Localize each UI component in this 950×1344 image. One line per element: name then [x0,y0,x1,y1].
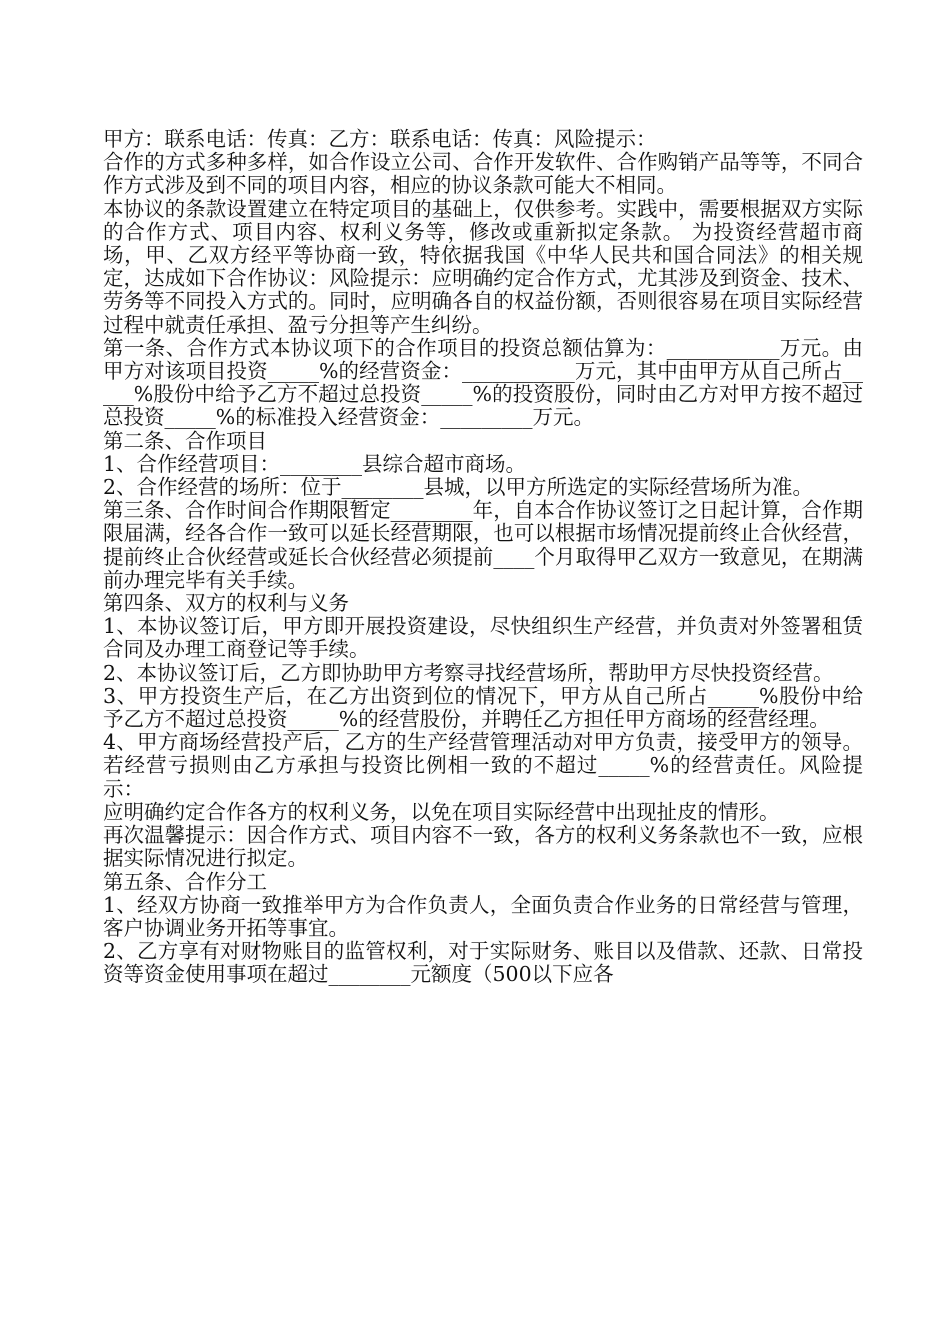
article-2-item-2: 2、合作经营的场所：位于________县城，以甲方所选定的实际经营场所为准。 [103,475,814,500]
article-5-item-2: 2、乙方享有对财物账目的监管权利，对于实际财务、账目以及借款、还款、日常投资等资金使用事项在超过________元额度（500以下应各 [103,939,863,987]
article-2-heading: 第二条、合作项目 [103,428,267,453]
article-3-cooperation-time: 第三条、合作时间合作期限暂定________年，自本合作协议签订之日起计算，合作期限届满，经各合作一致可以延长经营期限，也可以根据市场情况提前终止合伙经营，提前终止合伙经营或延长合伙经营必须提前____个月取得甲乙双方一致意见，在期满前办理完毕有关手续。 [103,498,863,592]
article-4-item-3: 3、甲方投资生产后，在乙方出资到位的情况下，甲方从自己所占_____%股份中给予乙方不超过总投资_____%的经营股份，并聘任乙方担任甲方商场的经营经理。 [103,683,863,732]
article-2-item-1: 1、合作经营项目：________县综合超市商场。 [103,451,527,476]
article-4-item-2: 2、本协议签订后，乙方即协助甲方考察寻找经营场所，帮助甲方尽快投资经营。 [103,660,834,685]
reminder-note: 再次温馨提示：因合作方式、项目内容不一致，各方的权利义务条款也不一致，应根据实际情况进行拟定。 [103,823,863,871]
preamble-paragraph: 本协议的条款设置建立在特定项目的基础上，仅供参考。实践中，需要根据双方实际的合作方式、项目内容、权利义务等，修改或重新拟定条款。 为投资经营超市商场，甲、乙双方经平等协商一致，特依据我国《中华人民共和国合同法》的相关规定，达成如下合作协议：风险提示：应明确约定合作方式，尤其涉及到资金、技术、劳务等不同投入方式的。同时，应明确各自的权益份额，否则很容易在项目实际经营过程中就责任承担、盈亏分担等产生纠纷。 [103,196,863,337]
article-4-item-4: 4、甲方商场经营投产后，乙方的生产经营管理活动对甲方负责，接受甲方的领导。若经营亏损则由乙方承担与投资比例相一致的不超过_____%的经营责任。风险提示： [103,730,863,801]
party-contact-line: 甲方：联系电话：传真：乙方：联系电话：传真：风险提示： [103,127,657,151]
article-4-heading: 第四条、双方的权利与义务 [103,591,349,616]
article-5-item-1: 1、经双方协商一致推举甲方为合作负责人，全面负责合作业务的日常经营与管理，客户协调业务开拓等事宜。 [103,892,863,940]
risk-note-rights-obligations: 应明确约定合作各方的权利义务，以免在项目实际经营中出现扯皮的情形。 [103,799,780,824]
document-body [103,128,863,987]
article-1-cooperation-method: 第一条、合作方式本协议项下的合作项目的投资总额估算为：___________万元。由甲方对该项目投资_____%的经营资金：___________万元，其中由甲方从自己所占_____%股份中给予乙方不超过总投资_____%的投资股份，同时由乙方对甲方按不超过总投资_____%的标准投入经营资金：_________万元。 [103,335,863,430]
article-4-item-1: 1、本协议签订后，甲方即开展投资建设，尽快组织生产经营，并负责对外签署租赁合同及办理工商登记等手续。 [103,614,863,662]
risk-note-cooperation-methods: 合作的方式多种多样，如合作设立公司、合作开发软件、合作购销产品等等，不同合作方式涉及到不同的项目内容，相应的协议条款可能大不相同。 [103,150,863,198]
article-5-heading: 第五条、合作分工 [103,869,267,894]
